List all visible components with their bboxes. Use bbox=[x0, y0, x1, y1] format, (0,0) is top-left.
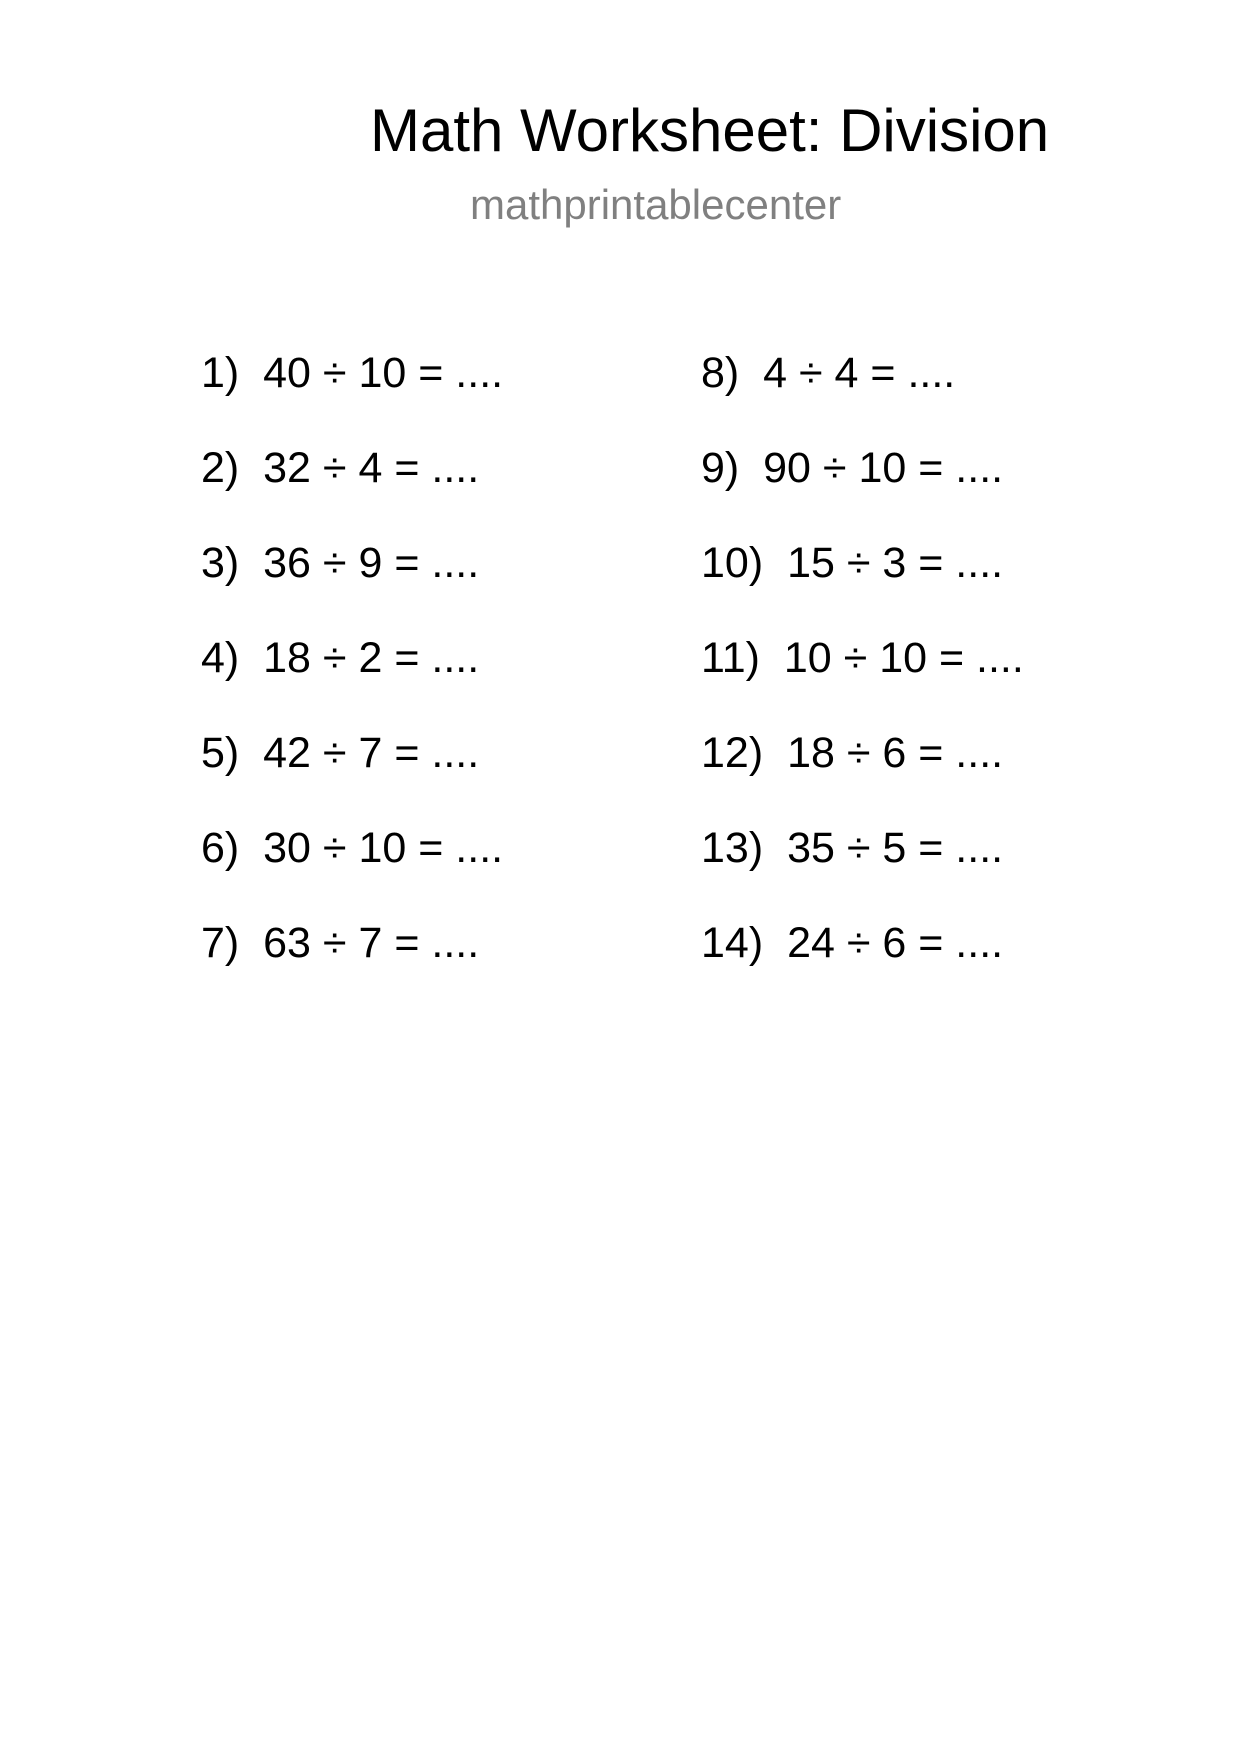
problem-number: 2) bbox=[201, 444, 240, 492]
problem-expression: 24 ÷ 6 = .... bbox=[787, 919, 1004, 967]
problem-expression: 63 ÷ 7 = .... bbox=[263, 919, 480, 967]
problem-number: 8) bbox=[701, 349, 740, 397]
problem-expression: 32 ÷ 4 = .... bbox=[263, 444, 480, 492]
problem-item bbox=[701, 728, 1024, 823]
problem-expression: 15 ÷ 3 = .... bbox=[787, 539, 1004, 587]
problem-number: 5) bbox=[201, 729, 240, 777]
problem-item bbox=[201, 443, 503, 538]
problem-item bbox=[201, 538, 503, 633]
problem-expression: 42 ÷ 7 = .... bbox=[263, 729, 480, 777]
problem-number: 6) bbox=[201, 824, 240, 872]
problem-item bbox=[701, 918, 1024, 1013]
page-title: Math Worksheet: Division bbox=[370, 97, 1050, 164]
site-name: mathprintablecenter bbox=[470, 181, 842, 228]
problem-number: 7) bbox=[201, 919, 240, 967]
problem-expression: 35 ÷ 5 = .... bbox=[787, 824, 1004, 872]
problem-item bbox=[201, 633, 503, 728]
problem-expression: 40 ÷ 10 = .... bbox=[263, 349, 504, 397]
problems-left-column bbox=[201, 348, 503, 1013]
problem-item bbox=[701, 823, 1024, 918]
problem-number: 3) bbox=[201, 539, 240, 587]
problem-expression: 30 ÷ 10 = .... bbox=[263, 824, 504, 872]
problem-number: 14) bbox=[701, 919, 764, 967]
problem-item bbox=[201, 348, 503, 443]
problem-item bbox=[201, 728, 503, 823]
problem-number: 9) bbox=[701, 444, 740, 492]
problem-number: 1) bbox=[201, 349, 240, 397]
problem-item bbox=[201, 918, 503, 1013]
problem-item bbox=[701, 443, 1024, 538]
problem-expression: 4 ÷ 4 = .... bbox=[763, 349, 956, 397]
problem-item bbox=[701, 538, 1024, 633]
problem-expression: 10 ÷ 10 = .... bbox=[783, 634, 1024, 682]
problem-expression: 36 ÷ 9 = .... bbox=[263, 539, 480, 587]
problem-item bbox=[201, 823, 503, 918]
problem-number: 10) bbox=[701, 539, 764, 587]
problem-item bbox=[701, 633, 1024, 728]
problem-number: 12) bbox=[701, 729, 764, 777]
problem-expression: 18 ÷ 6 = .... bbox=[787, 729, 1004, 777]
problem-number: 13) bbox=[701, 824, 764, 872]
problem-item bbox=[701, 348, 1024, 443]
problem-number: 4) bbox=[201, 634, 240, 682]
problem-expression: 90 ÷ 10 = .... bbox=[763, 444, 1004, 492]
problem-expression: 18 ÷ 2 = .... bbox=[263, 634, 480, 682]
problems-right-column bbox=[701, 348, 1024, 1013]
problem-number: 11) bbox=[701, 634, 760, 682]
